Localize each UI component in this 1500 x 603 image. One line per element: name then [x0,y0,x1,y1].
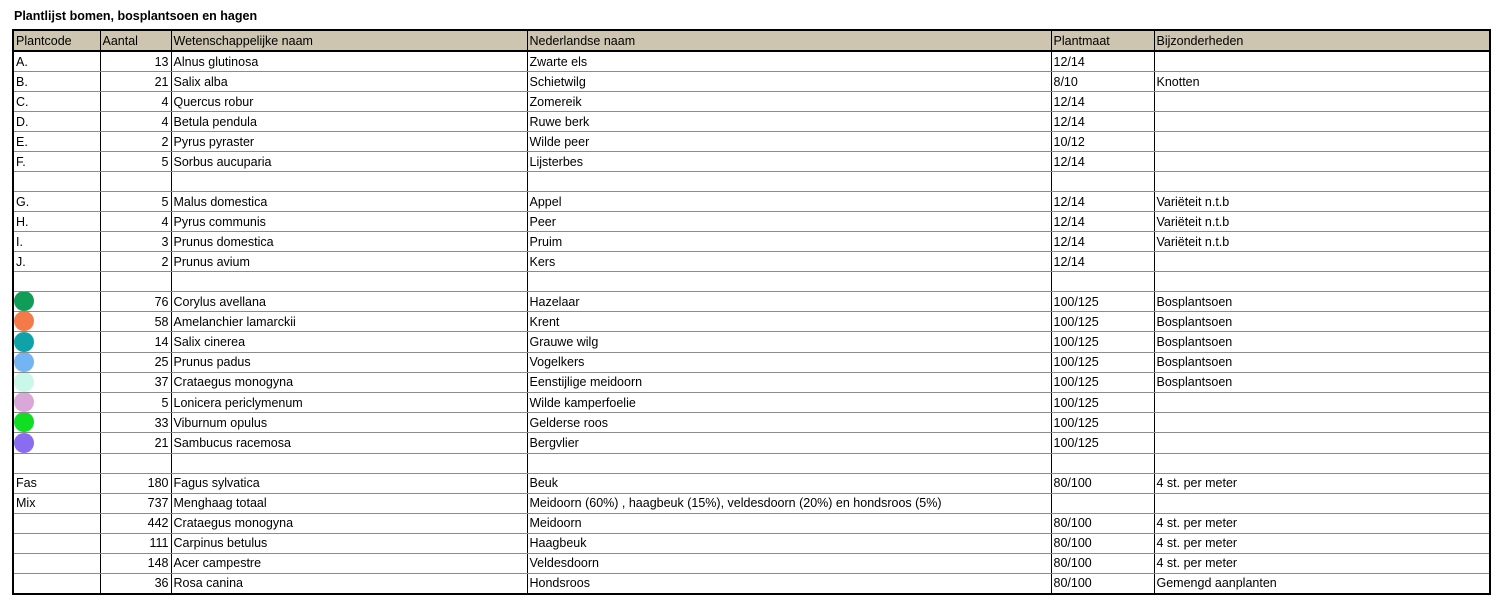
cell-bijzonderheden [1154,493,1490,513]
empty-cell [1154,453,1490,473]
cell-nederlandse-naam: Lijsterbes [527,152,1051,172]
cell-nederlandse-naam: Kers [527,252,1051,272]
cell-nederlandse-naam: Krent [527,312,1051,332]
empty-cell [527,172,1051,192]
legend-swatch-icon [14,312,34,332]
cell-nederlandse-naam: Veldesdoorn [527,553,1051,573]
cell-wetenschappelijke-naam: Prunus avium [171,252,527,272]
cell-plantcode [13,573,100,594]
table-row [13,553,1490,573]
cell-plantmaat: 12/14 [1051,212,1154,232]
cell-plantcode [13,553,100,573]
legend-swatch-icon [14,292,34,312]
cell-plantmaat: 100/125 [1051,352,1154,372]
cell-wetenschappelijke-naam: Pyrus pyraster [171,132,527,152]
cell-wetenschappelijke-naam: Carpinus betulus [171,533,527,553]
cell-aantal: 737 [100,493,171,513]
cell-plantcode: F. [13,152,100,172]
cell-plantmaat: 100/125 [1051,292,1154,312]
cell-nederlandse-naam: Gelderse roos [527,413,1051,433]
cell-plantmaat: 80/100 [1051,573,1154,594]
table-row [13,252,1490,272]
table-row [13,92,1490,112]
cell-plantmaat: 12/14 [1051,232,1154,252]
cell-bijzonderheden [1154,92,1490,112]
empty-cell [100,453,171,473]
page-title: Plantlijst bomen, bosplantsoen en hagen [14,9,258,23]
cell-bijzonderheden: Variëteit n.t.b [1154,232,1490,252]
cell-wetenschappelijke-naam: Prunus domestica [171,232,527,252]
cell-aantal: 5 [100,192,171,212]
empty-cell [527,453,1051,473]
header-wetenschappelijke-naam: Wetenschappelijke naam [171,30,527,51]
cell-bijzonderheden [1154,413,1490,433]
cell-plantcode [13,352,100,372]
cell-wetenschappelijke-naam: Viburnum opulus [171,413,527,433]
empty-cell [100,272,171,292]
cell-plantcode: E. [13,132,100,152]
cell-bijzonderheden: Variëteit n.t.b [1154,212,1490,232]
cell-plantcode: D. [13,112,100,132]
empty-cell [171,453,527,473]
cell-plantmaat: 100/125 [1051,433,1154,453]
empty-cell [1051,453,1154,473]
spacer-row [13,272,1490,292]
cell-wetenschappelijke-naam: Betula pendula [171,112,527,132]
cell-plantmaat: 8/10 [1051,72,1154,92]
cell-wetenschappelijke-naam: Fagus sylvatica [171,473,527,493]
cell-nederlandse-naam: Hazelaar [527,292,1051,312]
table-row [13,413,1490,433]
cell-plantmaat: 12/14 [1051,192,1154,212]
spacer-row [13,453,1490,473]
cell-nederlandse-naam: Eenstijlige meidoorn [527,372,1051,392]
legend-swatch-icon [14,332,34,352]
table-row [13,352,1490,372]
cell-aantal: 13 [100,51,171,72]
cell-nederlandse-naam: Pruim [527,232,1051,252]
header-aantal: Aantal [100,30,171,51]
cell-bijzonderheden [1154,393,1490,413]
empty-cell [1154,172,1490,192]
cell-wetenschappelijke-naam: Corylus avellana [171,292,527,312]
cell-bijzonderheden: 4 st. per meter [1154,513,1490,533]
cell-aantal: 180 [100,473,171,493]
cell-bijzonderheden: Bosplantsoen [1154,372,1490,392]
cell-plantmaat: 12/14 [1051,152,1154,172]
cell-plantmaat: 80/100 [1051,513,1154,533]
cell-aantal: 2 [100,132,171,152]
cell-plantcode: A. [13,51,100,72]
cell-aantal: 5 [100,152,171,172]
cell-nederlandse-naam: Zwarte els [527,51,1051,72]
cell-plantmaat: 80/100 [1051,533,1154,553]
cell-aantal: 4 [100,212,171,232]
cell-plantcode: B. [13,72,100,92]
cell-wetenschappelijke-naam: Amelanchier lamarckii [171,312,527,332]
cell-nederlandse-naam: Peer [527,212,1051,232]
cell-aantal: 148 [100,553,171,573]
cell-plantmaat: 100/125 [1051,393,1154,413]
cell-nederlandse-naam: Grauwe wilg [527,332,1051,352]
cell-plantcode [13,372,100,392]
cell-wetenschappelijke-naam: Alnus glutinosa [171,51,527,72]
table-row [13,393,1490,413]
cell-bijzonderheden: Bosplantsoen [1154,312,1490,332]
table-row [13,433,1490,453]
cell-nederlandse-naam: Haagbeuk [527,533,1051,553]
cell-nederlandse-naam: Ruwe berk [527,112,1051,132]
cell-aantal: 76 [100,292,171,312]
empty-cell [13,172,100,192]
cell-plantcode [13,312,100,332]
empty-cell [13,453,100,473]
cell-plantmaat: 100/125 [1051,413,1154,433]
cell-plantcode [13,533,100,553]
cell-aantal: 442 [100,513,171,533]
table-row [13,473,1490,493]
cell-aantal: 25 [100,352,171,372]
cell-plantcode [13,433,100,453]
cell-bijzonderheden: Bosplantsoen [1154,352,1490,372]
cell-bijzonderheden [1154,252,1490,272]
empty-cell [1051,172,1154,192]
cell-bijzonderheden: 4 st. per meter [1154,533,1490,553]
cell-aantal: 21 [100,72,171,92]
table-row [13,192,1490,212]
table-row [13,51,1490,72]
cell-wetenschappelijke-naam: Quercus robur [171,92,527,112]
table-row [13,292,1490,312]
cell-plantmaat: 100/125 [1051,312,1154,332]
cell-plantmaat: 12/14 [1051,92,1154,112]
table-row [13,493,1490,513]
cell-bijzonderheden [1154,112,1490,132]
cell-aantal: 37 [100,372,171,392]
cell-wetenschappelijke-naam: Sorbus aucuparia [171,152,527,172]
cell-bijzonderheden: Gemengd aanplanten [1154,573,1490,594]
cell-nederlandse-naam: Wilde peer [527,132,1051,152]
cell-wetenschappelijke-naam: Salix cinerea [171,332,527,352]
legend-swatch-icon [14,393,34,413]
cell-plantcode: I. [13,232,100,252]
table-row [13,332,1490,352]
cell-wetenschappelijke-naam: Crataegus monogyna [171,513,527,533]
cell-plantmaat: 80/100 [1051,553,1154,573]
cell-plantmaat: 80/100 [1051,473,1154,493]
table-row [13,573,1490,594]
cell-plantcode: J. [13,252,100,272]
cell-aantal: 33 [100,413,171,433]
cell-aantal: 111 [100,533,171,553]
cell-wetenschappelijke-naam: Lonicera periclymenum [171,393,527,413]
table-row [13,513,1490,533]
header-plantcode: Plantcode [13,30,100,51]
empty-cell [100,172,171,192]
table-row [13,372,1490,392]
cell-plantcode [13,513,100,533]
cell-aantal: 4 [100,92,171,112]
cell-bijzonderheden [1154,152,1490,172]
cell-wetenschappelijke-naam: Salix alba [171,72,527,92]
cell-aantal: 58 [100,312,171,332]
cell-plantcode [13,413,100,433]
table-row [13,132,1490,152]
cell-wetenschappelijke-naam: Sambucus racemosa [171,433,527,453]
cell-aantal: 2 [100,252,171,272]
header-plantmaat: Plantmaat [1051,30,1154,51]
legend-swatch-icon [14,352,34,372]
cell-plantmaat: 10/12 [1051,132,1154,152]
cell-wetenschappelijke-naam: Menghaag totaal [171,493,527,513]
cell-plantcode: H. [13,212,100,232]
cell-bijzonderheden: 4 st. per meter [1154,553,1490,573]
cell-nederlandse-naam: Hondsroos [527,573,1051,594]
cell-plantcode: Fas [13,473,100,493]
empty-cell [171,272,527,292]
table-header-row [13,30,1490,51]
cell-bijzonderheden: Bosplantsoen [1154,292,1490,312]
cell-bijzonderheden: Knotten [1154,72,1490,92]
empty-cell [527,272,1051,292]
plant-list-table [12,29,1491,595]
table-row [13,212,1490,232]
cell-plantcode: C. [13,92,100,112]
cell-wetenschappelijke-naam: Malus domestica [171,192,527,212]
cell-aantal: 14 [100,332,171,352]
cell-aantal: 5 [100,393,171,413]
table-row [13,112,1490,132]
cell-bijzonderheden: Variëteit n.t.b [1154,192,1490,212]
empty-cell [1051,272,1154,292]
empty-cell [13,272,100,292]
cell-nederlandse-naam: Schietwilg [527,72,1051,92]
cell-plantcode [13,292,100,312]
table-row [13,152,1490,172]
cell-plantmaat: 100/125 [1051,332,1154,352]
cell-nederlandse-naam: Meidoorn [527,513,1051,533]
cell-aantal: 21 [100,433,171,453]
cell-plantcode: G. [13,192,100,212]
cell-bijzonderheden: Bosplantsoen [1154,332,1490,352]
cell-nederlandse-naam: Vogelkers [527,352,1051,372]
header-nederlandse-naam: Nederlandse naam [527,30,1051,51]
legend-swatch-icon [14,413,34,433]
table-row [13,533,1490,553]
cell-bijzonderheden [1154,132,1490,152]
cell-plantcode [13,393,100,413]
cell-bijzonderheden [1154,433,1490,453]
empty-cell [1154,272,1490,292]
legend-swatch-icon [14,372,34,392]
cell-plantmaat: 12/14 [1051,252,1154,272]
cell-aantal: 3 [100,232,171,252]
cell-nederlandse-naam: Beuk [527,473,1051,493]
cell-nederlandse-naam: Bergvlier [527,433,1051,453]
cell-nederlandse-naam: Meidoorn (60%) , haagbeuk (15%), veldesdoorn (20%) en hondsroos (5%) [527,493,1051,513]
cell-plantcode: Mix [13,493,100,513]
cell-nederlandse-naam: Appel [527,192,1051,212]
table-body [13,51,1490,594]
cell-plantmaat: 12/14 [1051,112,1154,132]
cell-plantmaat [1051,493,1154,513]
cell-nederlandse-naam: Zomereik [527,92,1051,112]
cell-aantal: 4 [100,112,171,132]
table-row [13,72,1490,92]
cell-wetenschappelijke-naam: Rosa canina [171,573,527,594]
spacer-row [13,172,1490,192]
cell-wetenschappelijke-naam: Prunus padus [171,352,527,372]
empty-cell [171,172,527,192]
cell-nederlandse-naam: Wilde kamperfoelie [527,393,1051,413]
cell-plantmaat: 12/14 [1051,51,1154,72]
cell-aantal: 36 [100,573,171,594]
cell-plantmaat: 100/125 [1051,372,1154,392]
cell-wetenschappelijke-naam: Crataegus monogyna [171,372,527,392]
legend-swatch-icon [14,433,34,453]
cell-wetenschappelijke-naam: Pyrus communis [171,212,527,232]
table-row [13,312,1490,332]
cell-bijzonderheden: 4 st. per meter [1154,473,1490,493]
cell-wetenschappelijke-naam: Acer campestre [171,553,527,573]
cell-plantcode [13,332,100,352]
header-bijzonderheden: Bijzonderheden [1154,30,1490,51]
table-row [13,232,1490,252]
cell-bijzonderheden [1154,51,1490,72]
